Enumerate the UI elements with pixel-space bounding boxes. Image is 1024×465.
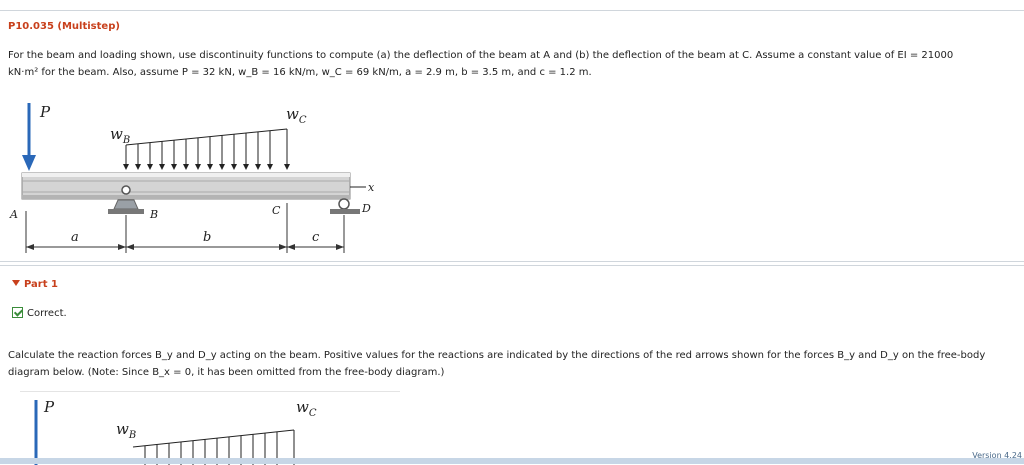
- part1-panel: [0, 265, 1024, 464]
- label-c-point: C: [272, 204, 281, 217]
- statement-line-1: For the beam and loading shown, use discontinuity functions to compute (a) the deflection of the beam at A and (b) the deflection of the beam at C. Assume a constant value of EI = 21000: [8, 50, 954, 61]
- load-p-arrow: [22, 103, 36, 171]
- beam-figure: [0, 93, 420, 261]
- fbd-label-wc: $w_C$: [296, 398, 317, 419]
- label-b-point: B: [150, 208, 159, 221]
- version-label: Version 4.24: [972, 451, 1022, 460]
- statement-line-2: kN·m² for the beam. Also, assume P = 32 kN, w_B = 16 kN/m, w_C = 69 kN/m, a = 2.9 m, b = 3.5 m, and c = 1.2 m.: [8, 67, 592, 78]
- label-wb: $w_B$: [110, 125, 131, 146]
- dimension-lines: [26, 203, 344, 253]
- problem-statement: [8, 47, 1013, 81]
- free-body-diagram: [0, 392, 420, 465]
- roller-support-d: [330, 199, 360, 214]
- label-p: P: [40, 103, 51, 121]
- bottom-bar: [0, 458, 1024, 464]
- part1-question: [8, 347, 1013, 381]
- problem-title: P10.035 (Multistep): [8, 21, 120, 32]
- beam: [22, 173, 350, 199]
- fbd-label-wb: $w_B$: [116, 420, 137, 441]
- label-dim-c: c: [312, 230, 320, 245]
- label-x: x: [368, 181, 375, 194]
- question-line-2: diagram below. (Note: Since B_x = 0, it has been omitted from the free-body diagram.): [8, 367, 445, 378]
- label-a-point: A: [10, 208, 18, 221]
- collapse-triangle-icon[interactable]: [12, 280, 20, 286]
- label-wc: $w_C$: [286, 105, 307, 126]
- question-line-1: Calculate the reaction forces B_y and D_y acting on the beam. Positive values for the reactions are indicated by the directions of the red arrows shown for the forces B_y and D_y on the free-body: [8, 350, 986, 361]
- label-d-point: D: [362, 202, 371, 215]
- check-icon: [12, 307, 23, 318]
- part1-header-label: Part 1: [24, 279, 58, 290]
- label-dim-b: b: [203, 230, 212, 245]
- correct-status: [12, 307, 67, 319]
- label-dim-a: a: [71, 230, 79, 245]
- fbd-label-p: P: [44, 398, 55, 416]
- problem-panel: [0, 10, 1024, 262]
- distributed-load: [123, 129, 290, 170]
- correct-label: Correct.: [27, 308, 67, 319]
- part1-header[interactable]: [12, 279, 58, 290]
